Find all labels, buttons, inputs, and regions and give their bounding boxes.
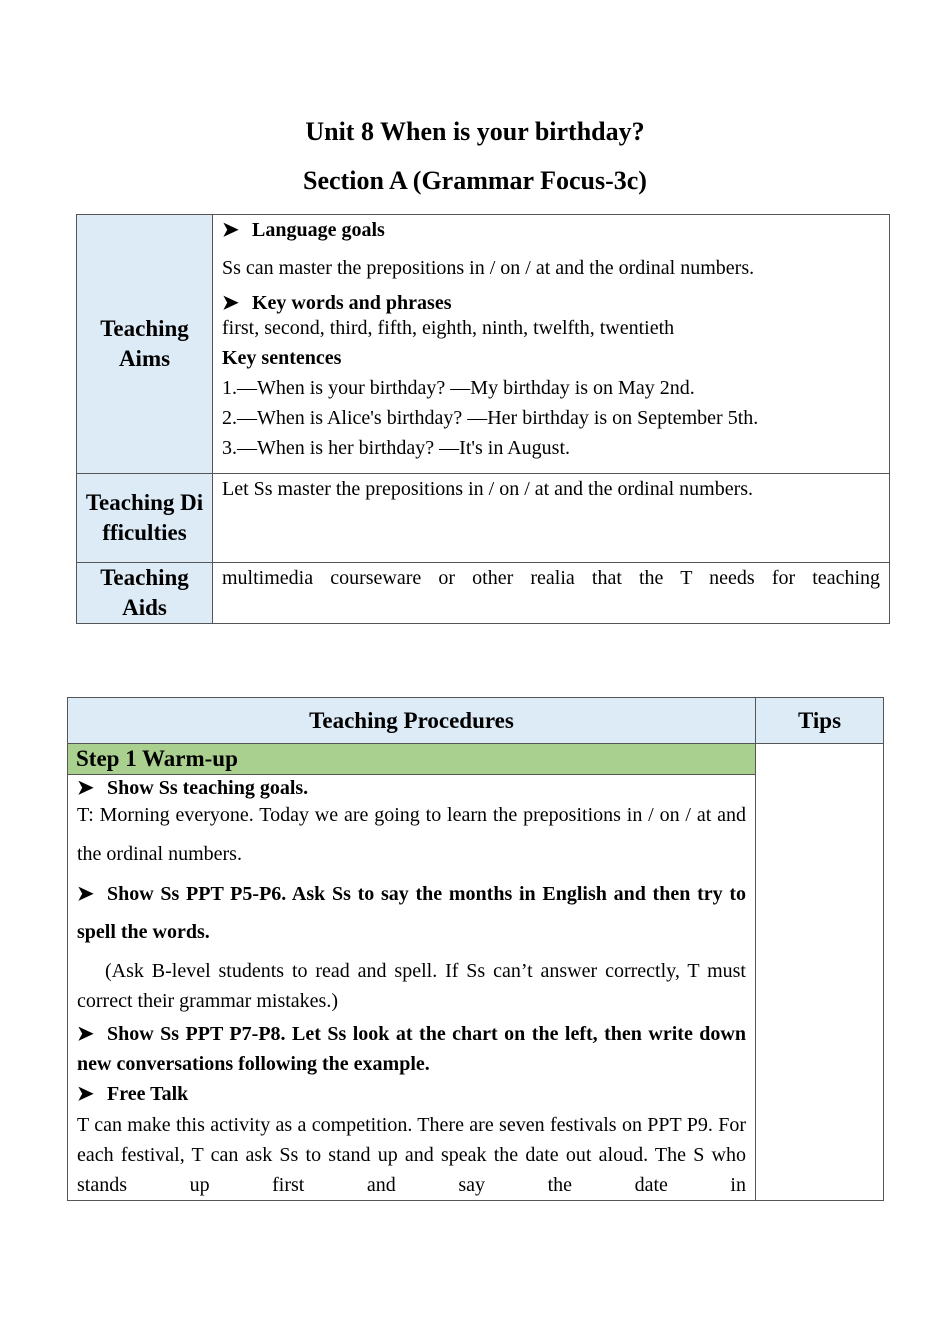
arrow-bullet-icon: ➤ — [77, 1023, 94, 1045]
difficulties-row — [77, 474, 890, 563]
ppt56-line — [77, 875, 746, 951]
free-talk-line — [77, 1079, 746, 1109]
aims-content — [213, 215, 890, 474]
procedures-header: Teaching Procedures — [68, 698, 756, 744]
arrow-bullet-icon: ➤ — [222, 292, 239, 314]
key-words-text: first, second, third, fifth, eighth, ninth, twelfth, twentieth — [222, 317, 675, 339]
key-sentences-heading: Key sentences — [222, 347, 342, 369]
language-goals-line — [222, 215, 880, 245]
arrow-bullet-icon: ➤ — [77, 777, 94, 799]
ppt56-heading: Show Ss PPT P5-P6. Ask Ss to say the months in English and then try to spell the words. — [77, 883, 746, 943]
sentence-2: 2.—When is Alice's birthday? —Her birthday is on September 5th. — [222, 407, 759, 429]
arrow-bullet-icon: ➤ — [77, 883, 94, 905]
step1-row — [68, 744, 884, 775]
step1-content — [68, 775, 756, 1201]
aids-label: Teaching Aids — [77, 563, 213, 624]
teaching-procedures-table — [67, 697, 884, 1201]
arrow-bullet-icon: ➤ — [222, 219, 239, 241]
ppt78-heading: Show Ss PPT P7-P8. Let Ss look at the chart on the left, then write down new conversations following the example. — [77, 1023, 746, 1075]
document-subtitle: Section A (Grammar Focus-3c) — [303, 166, 647, 195]
show-goals-text: T: Morning everyone. Today we are going to learn the prepositions in / on / at and the ordinal numbers. — [77, 804, 746, 865]
aims-row — [77, 215, 890, 474]
ppt56-note: (Ask B-level students to read and spell. If Ss can’t answer correctly, T must correct their grammar mistakes.) — [77, 960, 746, 1012]
free-talk-heading: Free Talk — [107, 1083, 189, 1105]
language-goals-text: Ss can master the prepositions in / on / at and the ordinal numbers. — [222, 257, 755, 279]
sentence-3: 3.—When is her birthday? —It's in August. — [222, 437, 570, 459]
sentence-1: 1.—When is your birthday? —My birthday is on May 2nd. — [222, 377, 695, 399]
arrow-bullet-icon: ➤ — [77, 1083, 94, 1105]
aids-row — [77, 563, 890, 624]
difficulties-text: Let Ss master the prepositions in / on / at and the ordinal numbers. — [213, 474, 890, 563]
show-goals-heading: Show Ss teaching goals. — [107, 777, 309, 799]
free-talk-text: T can make this activity as a competition. There are seven festivals on PPT P9. For each festival, T can ask Ss to stand up and speak the date out aloud. The S who stands up first and say the date in — [77, 1114, 746, 1196]
document-title: Unit 8 When is your birthday? — [305, 117, 645, 146]
step1-title: Step 1 Warm-up — [68, 744, 756, 775]
aids-text: multimedia courseware or other realia that the T needs for teaching — [213, 563, 890, 624]
key-words-line — [222, 291, 880, 315]
language-goals-heading: Language goals — [252, 219, 385, 241]
key-words-heading: Key words and phrases — [252, 292, 452, 314]
procedures-header-row — [68, 698, 884, 744]
aims-label: Teaching Aims — [77, 215, 213, 474]
difficulties-label: Teaching Difficulties — [77, 474, 213, 563]
ppt78-line — [77, 1019, 746, 1079]
tips-cell — [756, 744, 884, 1201]
tips-header: Tips — [756, 698, 884, 744]
teaching-aims-table — [76, 214, 890, 624]
